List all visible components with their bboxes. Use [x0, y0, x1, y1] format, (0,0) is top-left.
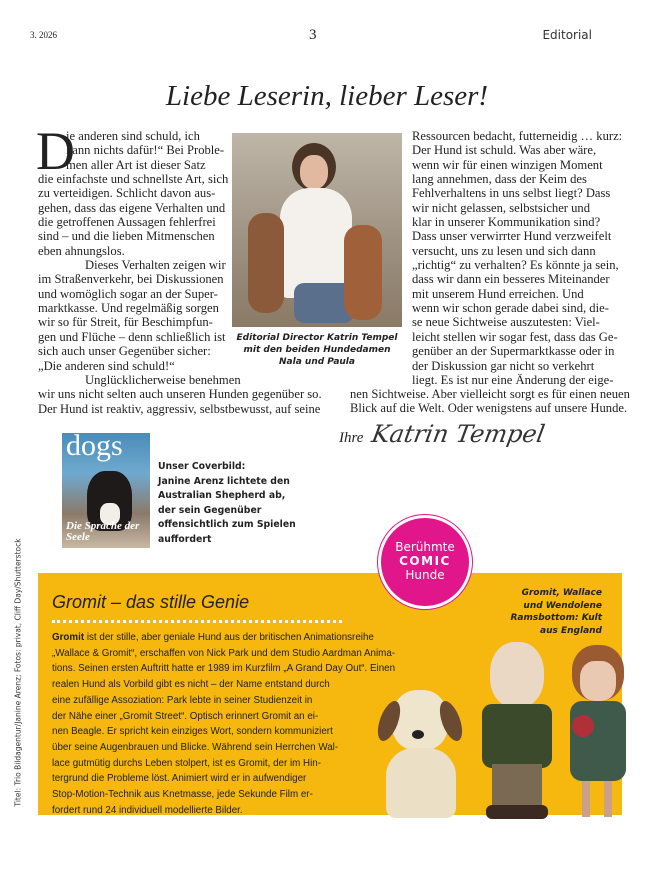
editorial-column-3: [412, 129, 622, 387]
text-line: leicht stellen wir sogar fest, dass das Ge-: [412, 329, 618, 344]
caption-line: Nala und Paula: [279, 357, 355, 367]
wendolene-figure: [560, 645, 635, 820]
signature: Katrin Tempel: [369, 420, 547, 448]
text-line: im Straßenverkehr, bei Diskussionen: [38, 272, 224, 287]
badge-line: Hunde: [405, 568, 445, 582]
caption-line: aus England: [540, 625, 602, 636]
text-line: wenn wir für einen winzigen Moment: [412, 157, 603, 172]
line-text: der Nähe einer „Gromit Street“. Optisch erinnert Gromit an ei-: [52, 710, 319, 722]
line-text: tergrund die Probleme löst. Animiert wird er in aufwendiger: [52, 773, 307, 785]
line-text: Stop-Motion-Technik aus Knetmasse, jede Sekunde Film er-: [52, 789, 313, 801]
text-line: kann nichts dafür!“ Bei Proble-: [66, 143, 225, 158]
caption-line: Ramsbottom: Kult: [510, 613, 602, 623]
text-line: zu verteidigen. Schlicht davon aus-: [38, 186, 216, 201]
text-line: „Die anderen sind schuld!“: [38, 358, 175, 373]
text-line: sich auch unser Gegenüber sicher:: [38, 344, 211, 359]
issue-date: 3. 2026: [30, 30, 57, 40]
badge-line-bold: COMIC: [399, 554, 451, 568]
magazine-cover: [62, 433, 150, 548]
caption-line: Janine Arenz lichtete den: [158, 475, 290, 487]
text-line: [52, 630, 395, 646]
text-line: wir so für Streit, für Beschimpfun-: [38, 315, 213, 330]
caption-line: und Wendolene: [523, 600, 602, 611]
text-line: Unglücklicherweise benehmen: [85, 372, 241, 387]
text-line: genüber an der Supermarktkasse oder in: [412, 344, 615, 359]
text-line: [52, 709, 395, 725]
text-line: mit unserem Hund erreichen. Und: [412, 286, 584, 301]
text-line: gen und Flüche – denn schließlich ist: [38, 329, 226, 344]
caption-line: auffordert: [158, 533, 212, 545]
text-line: [52, 661, 395, 677]
text-line: men aller Art ist dieser Satz: [66, 157, 206, 172]
cover-caption: [158, 460, 296, 547]
text-line: Der Hund ist schuld. Was aber wäre,: [412, 143, 597, 158]
caption-line: mit den beiden Hundedamen: [243, 345, 391, 355]
text-line: die getroffenen Aussagen fehlerfrei: [38, 215, 216, 230]
section-label: Editorial: [542, 28, 592, 42]
cover-masthead: dogs: [66, 433, 123, 462]
text-line: ie anderen sind schuld, ich: [66, 129, 200, 143]
caption-line: Australian Shepherd ab,: [158, 490, 286, 501]
text-line: gehen, dass das eigene Verhalten und: [38, 200, 226, 215]
text-line: marktkasse. Und regelmäßig sorgen: [38, 301, 219, 316]
line-text: über seine Augenbrauen und Blicke. Während sein Herrchen Wal-: [52, 741, 339, 753]
text-line: klar in unserer Kommunikation sind?: [412, 215, 601, 230]
text-line: wenn wir schon gerade dabei sind, die-: [412, 301, 609, 316]
text-line: lang annehmen, dass der Keim des: [412, 172, 587, 187]
text-line: versucht, uns zu lesen und sich dann: [412, 243, 596, 258]
line-text: nen Beagle. Er spricht kein einziges Wort, sondern kommuniziert: [52, 726, 333, 738]
editorial-column-3-continued: [350, 387, 630, 416]
text-line: [52, 803, 395, 819]
dotted-divider: [52, 620, 342, 623]
text-line: wir uns nicht selten auch unseren Hunden gegenüber so.: [38, 387, 322, 402]
line-text: tions. Seinen ersten Auftritt hatte er 1989 im Kurzfilm „A Grand Day Out“. Einen: [52, 663, 396, 675]
caption-line: offensichtlich zum Spielen: [158, 519, 296, 530]
photo-caption: [232, 332, 402, 368]
text-line: sind – und die lieben Mitmenschen: [38, 229, 215, 244]
signature-prefix: Ihre: [339, 430, 364, 446]
text-line: „richtig“ zu verhalten? Es könnte ja sein,: [412, 258, 619, 273]
line-text: eine zufällige Assoziation: Park lebte in seiner Studienzeit in: [52, 694, 313, 706]
line-text: realen Hund als Vorbild gibt es nicht – der Name entstand durch: [52, 679, 330, 691]
text-line: liegt. Es ist nur eine Änderung der eige-: [412, 372, 614, 387]
text-line: [52, 740, 395, 756]
line-text: lace gutmütig durchs Leben stolpert, ist es Gromit, der im Hin-: [52, 757, 321, 769]
lead-word: Gromit: [52, 632, 85, 643]
text-line: Der Hund ist reaktiv, aggressiv, selbstbewusst, auf seine: [38, 401, 321, 416]
line-text: fordert rund 24 individuell modellierte Bilder.: [52, 804, 243, 816]
editor-photo: [232, 133, 402, 327]
text-line: se neue Sichtweise auszutesten: Viel-: [412, 315, 600, 330]
line-text: „Wallace & Gromit“, erschaffen von Nick Park und dem Studio Aardman Anima-: [52, 647, 396, 659]
box-body: [52, 630, 395, 818]
cover-headline: Die Sprache der Seele: [66, 520, 140, 543]
text-line: dass wir dann ein besseres Miteinander: [412, 272, 610, 287]
text-line: [52, 756, 395, 772]
text-line: [52, 693, 395, 709]
text-line: die einfachste und schnellste Art, sich: [38, 172, 229, 187]
text-line: Fehlverhaltens in uns selbst liegt? Dass: [412, 186, 611, 201]
badge-line: Berühmte: [395, 540, 455, 554]
text-line: Blick auf die Welt. Oder wenigstens auf unsere Hunde.: [350, 401, 628, 416]
text-line: Dieses Verhalten zeigen wir: [85, 258, 226, 273]
gromit-figure: [372, 690, 472, 820]
text-line: [52, 787, 395, 803]
caption-line: Unser Coverbild:: [158, 461, 246, 472]
text-line: nen Sichtweise. Aber vielleicht sorgt es für einen neuen: [350, 387, 630, 401]
caption-line: Editorial Director Katrin Tempel: [236, 333, 398, 343]
text-line: eben ahnungslos.: [38, 243, 125, 258]
text-line: und womöglich sogar an der Super-: [38, 286, 218, 301]
text-line: [52, 677, 395, 693]
text-line: wir nicht gelassen, selbstsicher und: [412, 200, 591, 215]
photo-credit: Titel: Trio Bildagentur/Janine Arenz; Fotos: privat, Cliff Day/Shutterstock: [13, 538, 23, 807]
text-line: der Diskussion gar nicht so verkehrt: [412, 358, 595, 373]
line-text: ist der stille, aber geniale Hund aus der britischen Animationsreihe: [84, 632, 374, 643]
drop-cap: D: [36, 121, 75, 181]
text-line: Dass unser verwirrter Hund verzweifelt: [412, 229, 612, 244]
page-title: Liebe Leserin, lieber Leser!: [165, 80, 489, 112]
page-number: 3: [309, 27, 317, 43]
text-line: [52, 724, 395, 740]
comic-badge: [378, 515, 472, 609]
text-line: Ressourcen bedacht, futterneidig … kurz:: [412, 129, 623, 143]
text-line: [52, 771, 395, 787]
wallace-figure: [472, 642, 562, 820]
caption-line: Gromit, Wallace: [521, 588, 602, 598]
text-line: [52, 646, 395, 662]
caption-line: der sein Gegenüber: [158, 504, 262, 516]
box-title: Gromit – das stille Genie: [52, 592, 250, 612]
figures-caption: [462, 587, 602, 637]
